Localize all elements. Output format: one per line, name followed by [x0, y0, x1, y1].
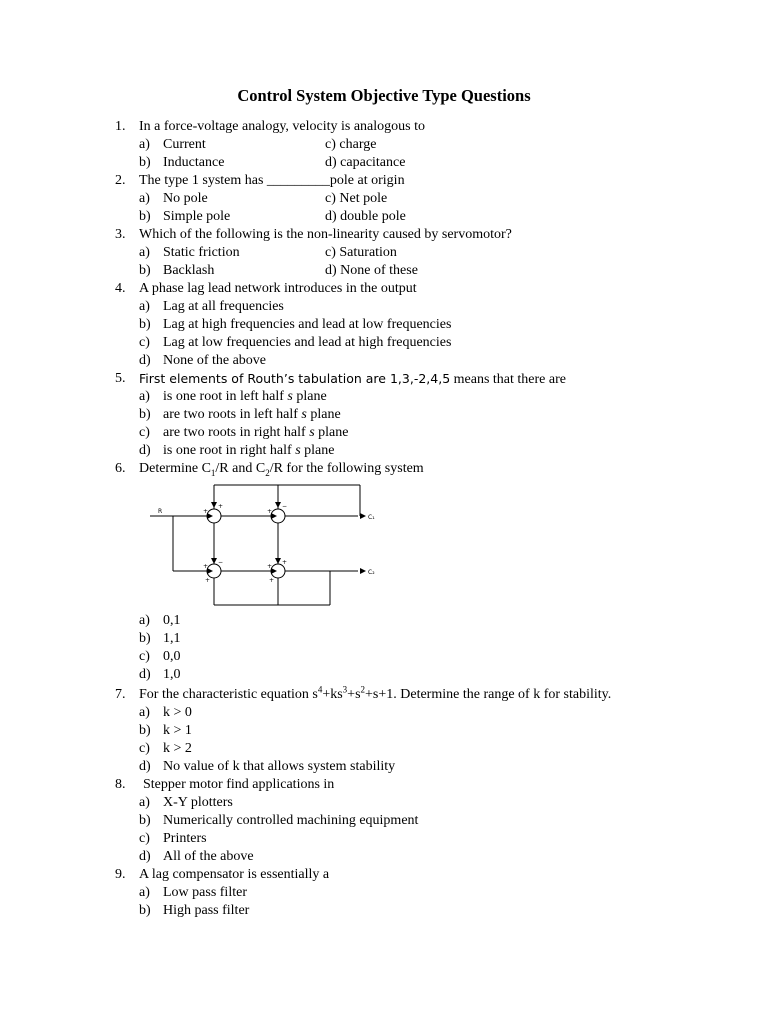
q4-option-a-label: a)	[139, 299, 150, 314]
q9-option-b: High pass filter	[163, 903, 250, 918]
arrow-head	[211, 502, 217, 508]
sign-plus: +	[203, 508, 209, 515]
q8-option-b-label: b)	[139, 813, 151, 828]
q8-option-b: Numerically controlled machining equipment	[163, 813, 419, 828]
q4-option-a: Lag at all frequencies	[163, 299, 284, 314]
arrow-head	[360, 513, 366, 519]
q4-option-c-label: c)	[139, 335, 150, 350]
sign-plus: +	[205, 577, 211, 584]
q3-option-b: Backlash	[163, 263, 215, 278]
q6-option-a: 0,1	[163, 613, 181, 628]
q1-number: 1.	[115, 119, 126, 134]
q8-number: 8.	[115, 777, 126, 792]
q8-option-a: X-Y plotters	[163, 795, 233, 810]
q4-text: A phase lag lead network introduces in the output	[139, 281, 417, 296]
sign-plus: +	[267, 508, 273, 515]
q6-option-a-label: a)	[139, 613, 150, 628]
q6-option-c: 0,0	[163, 649, 181, 664]
q4-number: 4.	[115, 281, 126, 296]
q9-text: A lag compensator is essentially a	[139, 867, 330, 882]
q1-option-b: Inductance	[163, 155, 225, 170]
output1-label: C₁	[368, 514, 375, 521]
q7-option-b: k > 1	[163, 723, 192, 738]
q2-option-b-label: b)	[139, 209, 151, 224]
q7-option-a: k > 0	[163, 705, 192, 720]
q1-option-d: d) capacitance	[325, 155, 406, 170]
output2-label: C₂	[368, 569, 375, 576]
q4-option-b-label: b)	[139, 317, 151, 332]
q3-number: 3.	[115, 227, 126, 242]
q6-option-b-label: b)	[139, 631, 151, 646]
q8-option-d: All of the above	[163, 849, 254, 864]
q7-option-c: k > 2	[163, 741, 192, 756]
q5-option-d: is one root in right half s plane	[163, 443, 335, 458]
q8-text: Stepper motor find applications in	[143, 777, 335, 792]
q1-option-c: c) charge	[325, 137, 377, 152]
q7-option-c-label: c)	[139, 741, 150, 756]
arrow-head	[275, 502, 281, 508]
q7-text: For the characteristic equation $s^4+ks^3+s^2+s+1$. Determine the range of k for stability.	[139, 684, 612, 702]
q7-option-d-label: d)	[139, 759, 151, 774]
q2-option-a-label: a)	[139, 191, 150, 206]
q3-option-d: d) None of these	[325, 263, 418, 278]
q3-option-a-label: a)	[139, 245, 150, 260]
q7-option-d: No value of k that allows system stability	[163, 759, 396, 774]
q2-option-b: Simple pole	[163, 209, 231, 224]
q8-option-d-label: d)	[139, 849, 151, 864]
q5-option-c: are two roots in right half s plane	[163, 425, 349, 440]
arrow-head	[360, 568, 366, 574]
q2-option-a: No pole	[163, 191, 208, 206]
q3-text: Which of the following is the non-linearity caused by servomotor?	[139, 227, 512, 242]
q2-option-c: c) Net pole	[325, 191, 388, 206]
q3-option-b-label: b)	[139, 263, 151, 278]
q6-text: Determine $C_1/R$ and $C_2/R$ for the following system	[139, 461, 424, 478]
sign-plus: +	[267, 563, 273, 570]
q4-option-d: None of the above	[163, 353, 267, 368]
q8-option-c: Printers	[163, 831, 207, 846]
q5-option-c-label: c)	[139, 425, 150, 440]
q5-number: 5.	[115, 371, 126, 386]
q6-option-d: 1,0	[163, 667, 181, 682]
q5-text: First elements of Routh’s tabulation are 1,3,-2,4,5 means that there are	[139, 371, 566, 387]
q2-text: The type 1 system has _________pole at origin	[139, 173, 405, 188]
q4-option-c: Lag at low frequencies and lead at high frequencies	[163, 335, 452, 350]
q1-option-a-label: a)	[139, 137, 150, 152]
q7-number: 7.	[115, 687, 126, 702]
q7-option-a-label: a)	[139, 705, 150, 720]
q5-option-b-label: b)	[139, 407, 151, 422]
q6-option-c-label: c)	[139, 649, 150, 664]
q6-option-d-label: d)	[139, 667, 151, 682]
q9-option-a: Low pass filter	[163, 885, 247, 900]
sign-plus: +	[282, 559, 288, 566]
arrow-head	[275, 558, 281, 564]
q9-option-b-label: b)	[139, 903, 151, 918]
sign-minus: −	[218, 559, 224, 566]
q7-option-b-label: b)	[139, 723, 151, 738]
q6-number: 6.	[115, 461, 126, 476]
document-title: Control System Objective Type Questions	[237, 86, 531, 105]
q5-option-b: are two roots in left half s plane	[163, 407, 341, 422]
sign-plus: +	[203, 563, 209, 570]
q3-option-c: c) Saturation	[325, 245, 397, 260]
q4-option-b: Lag at high frequencies and lead at low frequencies	[163, 317, 452, 332]
q8-option-c-label: c)	[139, 831, 150, 846]
sign-minus: −	[282, 503, 288, 510]
q5-option-a-label: a)	[139, 389, 150, 404]
q2-number: 2.	[115, 173, 126, 188]
q9-option-a-label: a)	[139, 885, 150, 900]
q5-option-a: is one root in left half s plane	[163, 389, 327, 404]
q5-option-d-label: d)	[139, 443, 151, 458]
q8-option-a-label: a)	[139, 795, 150, 810]
q3-option-a: Static friction	[163, 245, 240, 260]
sign-plus: +	[269, 577, 275, 584]
q1-text: In a force-voltage analogy, velocity is analogous to	[139, 119, 425, 134]
sign-plus: +	[218, 503, 224, 510]
q4-option-d-label: d)	[139, 353, 151, 368]
q1-option-b-label: b)	[139, 155, 151, 170]
arrow-head	[211, 558, 217, 564]
q6-option-b: 1,1	[163, 631, 181, 646]
q1-option-a: Current	[163, 137, 206, 152]
q9-number: 9.	[115, 867, 126, 882]
block-diagram	[150, 478, 390, 610]
q2-option-d: d) double pole	[325, 209, 406, 224]
input-label: R	[158, 508, 163, 515]
